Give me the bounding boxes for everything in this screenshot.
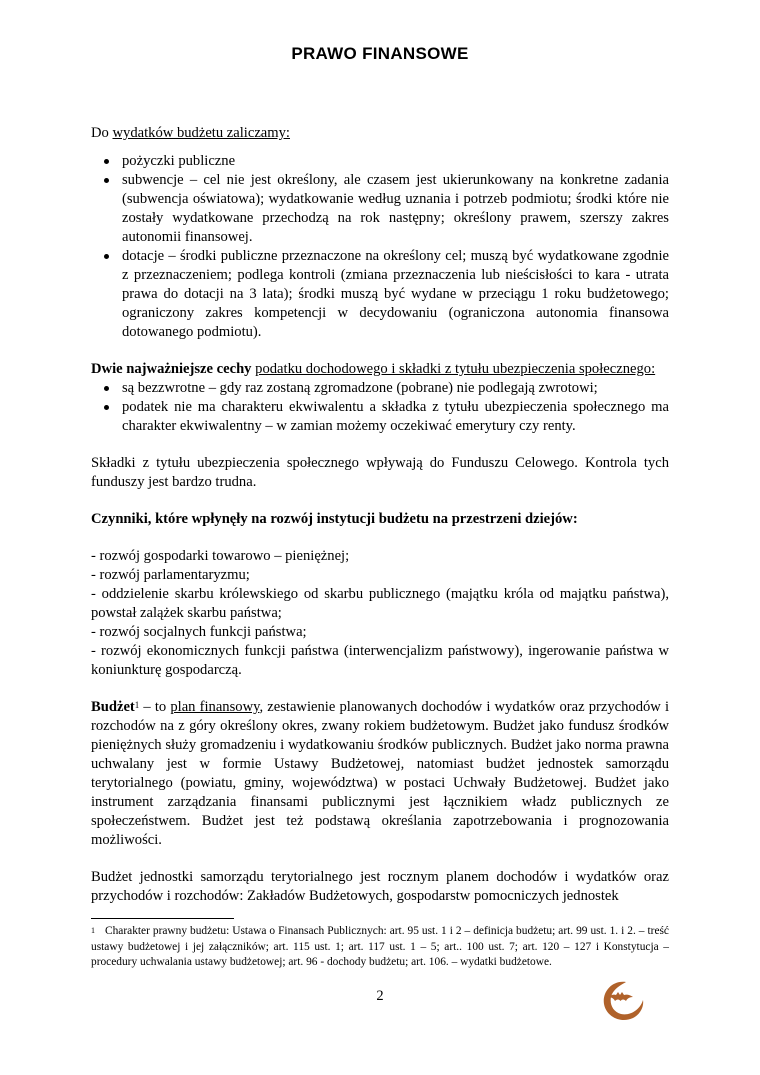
factor-line: - rozwój socjalnych funkcji państwa; bbox=[91, 624, 307, 640]
section2-heading-bold: Dwie najważniejsze cechy bbox=[91, 361, 252, 377]
factor-line: - oddzielenie skarbu królewskiego od skarbu publicznego (majątku króla od majątku państwa), powstał zalążek skarbu państwa; bbox=[91, 586, 669, 621]
budget-dash: – to bbox=[139, 699, 171, 715]
features-list bbox=[91, 379, 669, 436]
budget-definition bbox=[91, 698, 669, 850]
factor-line: - rozwój gospodarki towarowo – pieniężnej; bbox=[91, 548, 350, 564]
list-item bbox=[91, 152, 669, 171]
page-title: PRAWO FINANSOWE bbox=[291, 44, 469, 63]
bullet-icon bbox=[104, 178, 109, 183]
section1-intro bbox=[91, 124, 669, 143]
section2-heading-underlined: podatku dochodowego i składki z tytułu ubezpieczenia społecznego: bbox=[255, 361, 656, 377]
factor-line: - rozwój parlamentaryzmu; bbox=[91, 567, 250, 583]
expenses-list bbox=[91, 152, 669, 342]
section3-paragraph: Składki z tytułu ubezpieczenia społecznego wpływają do Funduszu Celowego. Kontrola tych funduszy jest bardzo trudna. bbox=[91, 455, 669, 490]
section6-paragraph: Budżet jednostki samorządu terytorialnego jest rocznym planem dochodów i wydatków oraz przychodów i rozchodów: Zakładów Budżetowych, gospodarstw pomocniczych jednostek bbox=[91, 869, 669, 904]
list-item bbox=[91, 379, 669, 398]
bullet-icon bbox=[104, 254, 109, 259]
footnote-divider bbox=[91, 918, 234, 919]
section1-intro-underlined: wydatków budżetu zaliczamy: bbox=[112, 125, 290, 141]
budget-term: Budżet bbox=[91, 699, 135, 715]
section2-heading bbox=[91, 360, 669, 379]
bullet-icon bbox=[104, 405, 109, 410]
footnote bbox=[91, 924, 669, 971]
footnote-ref[interactable]: 1 bbox=[134, 700, 140, 710]
factor-line: - rozwój ekonomicznych funkcji państwa (interwencjalizm państwowy), ingerowanie państwa w koniunkturę gospodarczą. bbox=[91, 643, 669, 678]
bullet-icon bbox=[104, 386, 109, 391]
list-item-text: są bezzwrotne – gdy raz zostaną zgromadzone (pobrane) nie podlegają zwrotowi; bbox=[122, 380, 598, 396]
list-item bbox=[91, 171, 669, 247]
list-item bbox=[91, 247, 669, 342]
budget-text: , zestawienie planowanych dochodów i wydatków oraz przychodów i rozchodów na z góry określony okres, zwany rokiem budżetowym. Budżet jako fundusz środków pieniężnych służy gromadzeniu i wydatkowaniu środków publicznych. Budżet jako norma prawna uchwalany jest w formie Ustawy Budżetowej, natomiast budżet jednostek samorządu terytorialnego (powiatu, gminy, województwa) w postaci Uchwały Budżetowej. Budżet jako instrument zarządzania finansami publicznymi jest łącznikiem władz publicznych ze społeczeństwem. Budżet jest też podstawą określania zapotrzebowania i prognozowania możliwości. bbox=[91, 699, 670, 848]
document-body bbox=[91, 124, 669, 906]
list-item-text: podatek nie ma charakteru ekwiwalentu a składka z tytułu ubezpieczenia społecznego ma charakter ekwiwalentny – w zamian możemy oczekiwać emerytury czy renty. bbox=[122, 399, 669, 434]
crescent-bat-logo-icon bbox=[596, 976, 646, 1026]
list-item-text: pożyczki publiczne bbox=[122, 153, 236, 169]
page-number: 2 bbox=[376, 988, 384, 1004]
list-item-text: dotacje – środki publiczne przeznaczone na określony cel; muszą być wydatkowane zgodnie z przeznaczeniem; podlega kontroli (zmiana przeznaczenia lub nieścisłości to kara - utrata prawa do dotacji na 3 lata); środki muszą być wydane w przeciągu 1 roku budżetowego; ograniczony zakres kompetencji w decydowaniu (ograniczona autonomia finansowa dotowanego podmiotu). bbox=[122, 248, 669, 340]
bullet-icon bbox=[104, 159, 109, 164]
budget-underlined: plan finansowy bbox=[170, 699, 260, 715]
section4-heading: Czynniki, które wpłynęły na rozwój instytucji budżetu na przestrzeni dziejów: bbox=[91, 511, 578, 527]
list-item-text: subwencje – cel nie jest określony, ale czasem jest ukierunkowany na konkretne zadania (subwencja oświatowa); wydatkowanie według uznania i potrzeb podmiotu; środki które nie zostały wydatkowane przechodzą na rok następny; określony prawem, szerszy zakres autonomii finansowej. bbox=[122, 172, 669, 245]
section1-intro-prefix: Do bbox=[91, 125, 113, 141]
list-item bbox=[91, 398, 669, 436]
footnote-text: Charakter prawny budżetu: Ustawa o Finansach Publicznych: art. 95 ust. 1 i 2 – definicja budżetu; art. 99 ust. 1. i 2. – treść ustawy budżetowej i jej załączników; art. 115 ust. 1; art. 117 ust. 1 – 5; art.. 100 ust. 7; art. 120 – 127 i Konstytucja – procedury uchwalania ustawy budżetowej; art. 96 - dochody budżetu; art. 106. – wydatki budżetowe. bbox=[91, 925, 669, 969]
footnote-number: 1 bbox=[91, 926, 95, 935]
